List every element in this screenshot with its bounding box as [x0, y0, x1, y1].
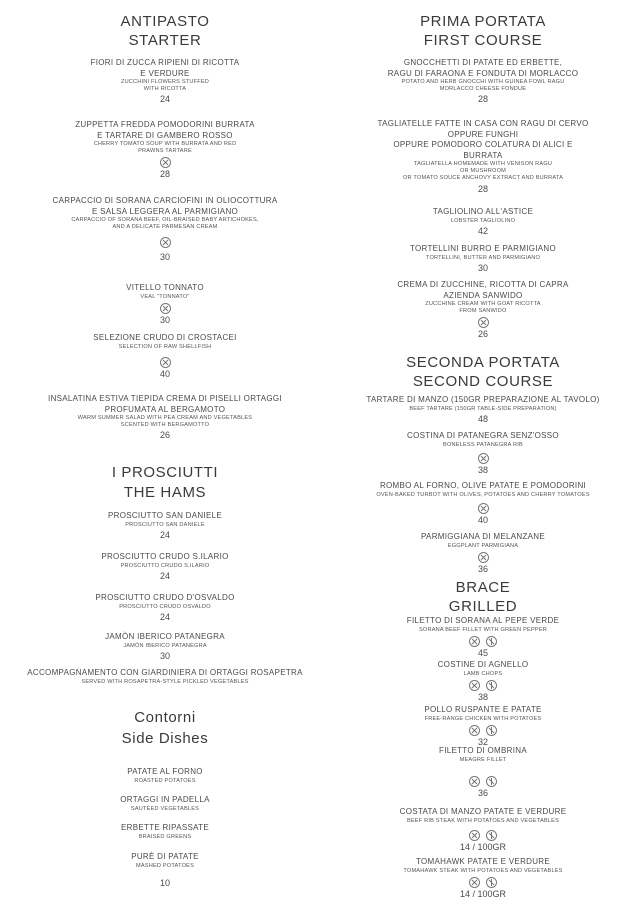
- section-title-en: GRILLED: [448, 598, 518, 615]
- item-description: SERVED WITH ROSAPETRA-STYLE PICKLED VEGETABLES: [81, 678, 249, 685]
- item-description: OR MUSHROOM: [459, 168, 507, 175]
- item-description: BRAISED GREENS: [138, 833, 192, 840]
- allergen-icon: [160, 237, 171, 248]
- menu-item: [323, 807, 640, 853]
- item-name: PROSCIUTTO CRUDO D'OSVALDO: [95, 593, 235, 602]
- item-description: MEAGRE FILLET: [459, 756, 507, 763]
- allergen-icon: [469, 830, 480, 841]
- item-price: 30: [159, 252, 170, 263]
- item-name: CARPACCIO DI SORANA CARCIOFINI IN OLIOCOTTURA: [52, 196, 278, 205]
- item-description: PROSCIUTTO SAN DANIELE: [125, 521, 205, 528]
- item-name: JAMÒN IBERICO PATANEGRA: [105, 632, 225, 641]
- menu-item: [323, 660, 640, 703]
- item-price: 14 / 100GR: [459, 841, 507, 852]
- menu-item: [323, 244, 640, 274]
- item-name: OPPURE POMODORO COLATURA DI ALICI E: [393, 140, 573, 149]
- allergen-icon: [160, 303, 171, 314]
- section-prima: [323, 12, 640, 50]
- item-name: ROMBO AL FORNO, OLIVE PATATE E POMODORINI: [379, 481, 587, 490]
- item-description: SCENTED WITH BERGAMOTTO: [120, 422, 210, 429]
- item-name: PROSCIUTTO CRUDO S.ILARIO: [101, 552, 229, 561]
- item-price: 30: [477, 262, 488, 273]
- allergen-icon: [486, 830, 497, 841]
- menu-item: [5, 333, 325, 380]
- item-description: PROSCIUTTO CRUDO S.ILARIO: [120, 562, 210, 569]
- item-name: ORTAGGI IN PADELLA: [120, 795, 210, 804]
- item-name: OPPURE FUNGHI: [447, 129, 519, 139]
- item-price: 24: [159, 94, 170, 105]
- item-description: BONELESS PATANEGRA RIB: [443, 441, 523, 448]
- item-description: FROM SANWIDO: [459, 308, 507, 315]
- item-name: GNOCCHETTI DI PATATE ED ERBETTE,: [403, 58, 563, 67]
- item-description: LAMB CHOPS: [463, 670, 503, 677]
- item-name: AZIENDA SANWIDO: [443, 290, 523, 300]
- menu-item: [323, 207, 640, 237]
- item-description: ROASTED POTATOES: [134, 777, 196, 784]
- item-price: 40: [477, 514, 488, 525]
- item-price: 40: [159, 368, 170, 379]
- section-contorni: [5, 708, 325, 748]
- item-price: 38: [477, 464, 488, 475]
- item-name: E SALSA LEGGERA AL PARMIGIANO: [91, 206, 239, 216]
- item-name: TAGLIOLINO ALL'ASTICE: [432, 207, 534, 216]
- item-price: 28: [159, 169, 170, 180]
- allergen-icon: [478, 453, 489, 464]
- menu-item: [5, 668, 325, 686]
- item-name: ACCOMPAGNAMENTO CON GIARDINIERA DI ORTAGGI ROSAPETRA: [27, 668, 303, 677]
- item-price: 38: [477, 691, 488, 702]
- item-description: SORANA BEEF FILLET WITH GREEN PEPPER: [418, 626, 547, 633]
- menu-item: [323, 746, 640, 799]
- menu-item: [323, 58, 640, 105]
- item-description: EGGPLANT PARMIGIANA: [447, 542, 519, 549]
- section-title-en: THE HAMS: [123, 484, 207, 501]
- item-name: COSTATA DI MANZO PATATE E VERDURE: [399, 807, 567, 816]
- item-description: CARPACCIO OF SORANA BEEF, OIL-BRAISED BABY ARTICHOKES,: [71, 217, 259, 223]
- item-description: PRAWNS TARTARE: [138, 148, 192, 155]
- menu-item: [323, 280, 640, 340]
- sides-price: 10: [159, 878, 170, 888]
- item-description: WITH RICOTTA: [143, 86, 187, 93]
- item-description: TOMAHAWK STEAK WITH POTATOES AND VEGETABLES: [403, 867, 563, 874]
- section-prosciutti: [5, 463, 325, 502]
- allergen-icon: [486, 776, 497, 787]
- menu-item: [5, 852, 325, 870]
- allergen-icon: [486, 877, 497, 888]
- allergen-icon: [469, 877, 480, 888]
- item-name: TAGLIATELLE FATTE IN CASA CON RAGU DI CERVO: [377, 119, 589, 128]
- menu-item: [5, 394, 325, 441]
- item-price: 30: [159, 314, 170, 325]
- menu-item: [323, 705, 640, 748]
- menu-item: [323, 119, 640, 195]
- item-description: POTATO AND HERB GNOCCHI WITH GUINEA FOWL RAGU: [401, 79, 565, 85]
- section-title-it: PRIMA PORTATA: [420, 13, 546, 30]
- menu-item: [5, 511, 325, 541]
- item-description: SELECTION OF RAW SHELLFISH: [118, 343, 212, 350]
- allergen-icon: [469, 776, 480, 787]
- item-name: POLLO RUSPANTE E PATATE: [424, 705, 542, 714]
- section-title-en: SECOND COURSE: [412, 373, 554, 390]
- item-name: PARMIGGIANA DI MELANZANE: [421, 532, 545, 541]
- item-name: PROSCIUTTO SAN DANIELE: [107, 511, 223, 520]
- menu-item: [5, 795, 325, 813]
- item-description: MORLACCO CHEESE FONDUE: [439, 86, 527, 93]
- item-description: BEEF TARTARE (150GR TABLE-SIDE PREPARATION): [409, 405, 557, 412]
- allergen-icon: [469, 636, 480, 647]
- item-price: 36: [477, 787, 488, 798]
- allergen-icon: [478, 503, 489, 514]
- item-price: 42: [477, 225, 488, 236]
- menu-item: [5, 552, 325, 582]
- menu-item: [5, 120, 325, 180]
- item-description: OR TOMATO SOUCE ANCHOVY EXTRACT AND BURRATA: [402, 175, 564, 182]
- item-name: PURÈ DI PATATE: [131, 852, 199, 861]
- item-name: ZUPPETTA FREDDA POMODORINI BURRATA: [75, 120, 255, 129]
- item-name: TORTELLINI BURRO E PARMIGIANO: [409, 244, 557, 253]
- menu-item: [323, 532, 640, 575]
- allergen-icon: [469, 725, 480, 736]
- item-description: AND A DELICATE PARMESAN CREAM: [112, 224, 218, 231]
- menu-item: [323, 481, 640, 526]
- item-name: TOMAHAWK PATATE E VERDURE: [415, 857, 551, 866]
- item-price: 26: [159, 430, 170, 441]
- section-antipasto: [5, 12, 325, 50]
- menu-item: [5, 283, 325, 326]
- section-title-it: Contorni: [134, 709, 196, 726]
- menu-item: [5, 823, 325, 841]
- item-name: E TARTARE DI GAMBERO ROSSO: [97, 130, 233, 140]
- section-title-it: I PROSCIUTTI: [111, 464, 219, 481]
- item-price: 26: [477, 329, 488, 340]
- item-description: BEEF RIB STEAK WITH POTATOES AND VEGETABLES: [406, 817, 560, 824]
- section-title-it: ANTIPASTO: [120, 13, 210, 30]
- item-name: FILETTO DI SORANA AL PEPE VERDE: [406, 616, 560, 625]
- item-name: FILETTO DI OMBRINA: [439, 746, 527, 755]
- menu-item: [5, 632, 325, 662]
- item-name: E VERDURE: [140, 68, 190, 78]
- item-description: OVEN-BAKED TURBOT WITH OLIVES, POTATOES AND CHERRY TOMATOES: [376, 491, 590, 498]
- menu-item: [323, 857, 640, 900]
- item-name: CREMA DI ZUCCHINE, RICOTTA DI CAPRA: [397, 280, 569, 289]
- menu-item: [5, 196, 325, 263]
- allergen-icon: [486, 636, 497, 647]
- section-title-it: SECONDA PORTATA: [406, 354, 560, 371]
- item-description: TORTELLINI, BUTTER AND PARMIGIANO: [425, 254, 541, 261]
- item-name: COSTINA DI PATANEGRA SENZ'OSSO: [407, 431, 559, 440]
- item-name: BURRATA: [463, 150, 503, 160]
- item-price: 24: [159, 611, 170, 622]
- item-price: 24: [159, 529, 170, 540]
- item-price: 36: [477, 563, 488, 574]
- item-price: 28: [477, 94, 488, 105]
- allergen-icon: [469, 680, 480, 691]
- item-description: VEAL "TONNATO": [140, 293, 190, 300]
- section-title-en: Side Dishes: [121, 730, 209, 747]
- menu-item: [5, 593, 325, 623]
- section-brace: [323, 578, 640, 616]
- item-name: SELEZIONE CRUDO DI CROSTACEI: [93, 333, 237, 342]
- item-description: TAGLIATELLA HOMEMADE WITH VENISON RAGU: [413, 161, 553, 167]
- allergen-icon: [486, 680, 497, 691]
- item-description: MASHED POTATOES: [135, 862, 194, 869]
- section-title-en: FIRST COURSE: [423, 32, 543, 49]
- section-title-it: BRACE: [455, 579, 511, 596]
- item-price: 30: [159, 650, 170, 661]
- allergen-icon: [160, 157, 171, 168]
- item-description: SAUTÉED VEGETABLES: [130, 805, 200, 812]
- item-description: WARM SUMMER SALAD WITH PEA CREAM AND VEGETABLES: [77, 415, 253, 421]
- item-name: RAGU DI FARAONA E FONDUTA DI MORLACCO: [387, 68, 579, 78]
- item-name: FIORI DI ZUCCA RIPIENI DI RICOTTA: [90, 58, 240, 67]
- allergen-icon: [478, 552, 489, 563]
- item-description: PROSCIUTTO CRUDO OSVALDO: [119, 603, 211, 610]
- item-name: VITELLO TONNATO: [126, 283, 204, 292]
- menu-item: [5, 58, 325, 105]
- allergen-icon: [160, 357, 171, 368]
- item-price: 45: [477, 647, 488, 658]
- section-title-en: STARTER: [128, 32, 202, 49]
- item-description: ZUCCHINI FLOWERS STUFFED: [120, 79, 210, 85]
- allergen-icon: [486, 725, 497, 736]
- item-name: PATATE AL FORNO: [127, 767, 203, 776]
- item-name: INSALATINA ESTIVA TIEPIDA CREMA DI PISELLI ORTAGGI: [48, 394, 282, 403]
- item-price: 24: [159, 570, 170, 581]
- item-description: ZUCCHINE CREAM WITH GOAT RICOTTA: [425, 301, 541, 307]
- item-price: 28: [477, 183, 488, 194]
- allergen-icon: [478, 317, 489, 328]
- item-description: FREE-RANGE CHICKEN WITH POTATOES: [424, 715, 542, 722]
- menu-item: [323, 395, 640, 425]
- item-name: TARTARE DI MANZO (150GR PREPARAZIONE AL TAVOLO): [366, 395, 600, 404]
- item-price: 32: [477, 736, 488, 747]
- menu-item: [5, 767, 325, 785]
- menu-item: [323, 431, 640, 476]
- item-description: JAMÒN IBERICO PATANEGRA: [123, 642, 207, 649]
- item-description: CHERRY TOMATO SOUP WITH BURRATA AND RED: [93, 141, 237, 147]
- item-name: ERBETTE RIPASSATE: [121, 823, 209, 832]
- menu-item: [323, 616, 640, 659]
- section-seconda: [323, 353, 640, 391]
- item-name: COSTINE DI AGNELLO: [437, 660, 529, 669]
- item-price: 14 / 100GR: [459, 888, 507, 899]
- item-name: PROFUMATA AL BERGAMOTO: [104, 404, 226, 414]
- item-price: 48: [477, 413, 488, 424]
- item-description: LOBSTER TAGLIOLINO: [450, 217, 516, 224]
